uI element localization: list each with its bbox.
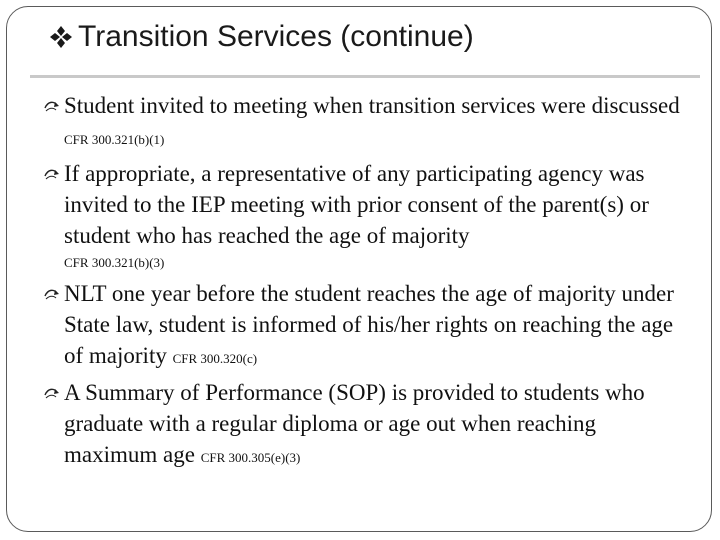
list-item — [44, 90, 684, 155]
arrow-swirl-bullet-icon — [44, 99, 62, 113]
list-item — [44, 377, 684, 473]
arrow-swirl-bullet-icon — [44, 386, 62, 400]
title-underline — [30, 75, 700, 78]
item-text: If appropriate, a representative of any participating agency was invited to the IEP meeting with prior consent of the parent(s) or student who has reached the age of majority — [64, 161, 649, 248]
item-citation: CFR 300.321(b)(3) — [64, 255, 165, 270]
bullet-list — [44, 90, 684, 476]
slide-title: Transition Services (continue) — [78, 20, 474, 53]
list-item — [44, 278, 684, 374]
slide-title-row — [48, 20, 474, 54]
item-text: A Summary of Performance (SOP) is provided to students who graduate with a regular diploma or age out when reaching maximum age — [64, 380, 645, 467]
item-citation: CFR 300.320(c) — [172, 351, 258, 366]
arrow-swirl-bullet-icon — [44, 287, 62, 301]
item-citation: CFR 300.321(b)(1) — [64, 132, 165, 147]
diamond-four-lobe-icon — [48, 24, 74, 50]
item-text: Student invited to meeting when transition services were discussed — [64, 93, 680, 118]
list-item — [44, 158, 684, 275]
item-text: NLT one year before the student reaches the age of majority under State law, student is informed of his/her rights on reaching the age of majority — [64, 281, 674, 368]
arrow-swirl-bullet-icon — [44, 167, 62, 181]
item-citation: CFR 300.305(e)(3) — [200, 450, 301, 465]
